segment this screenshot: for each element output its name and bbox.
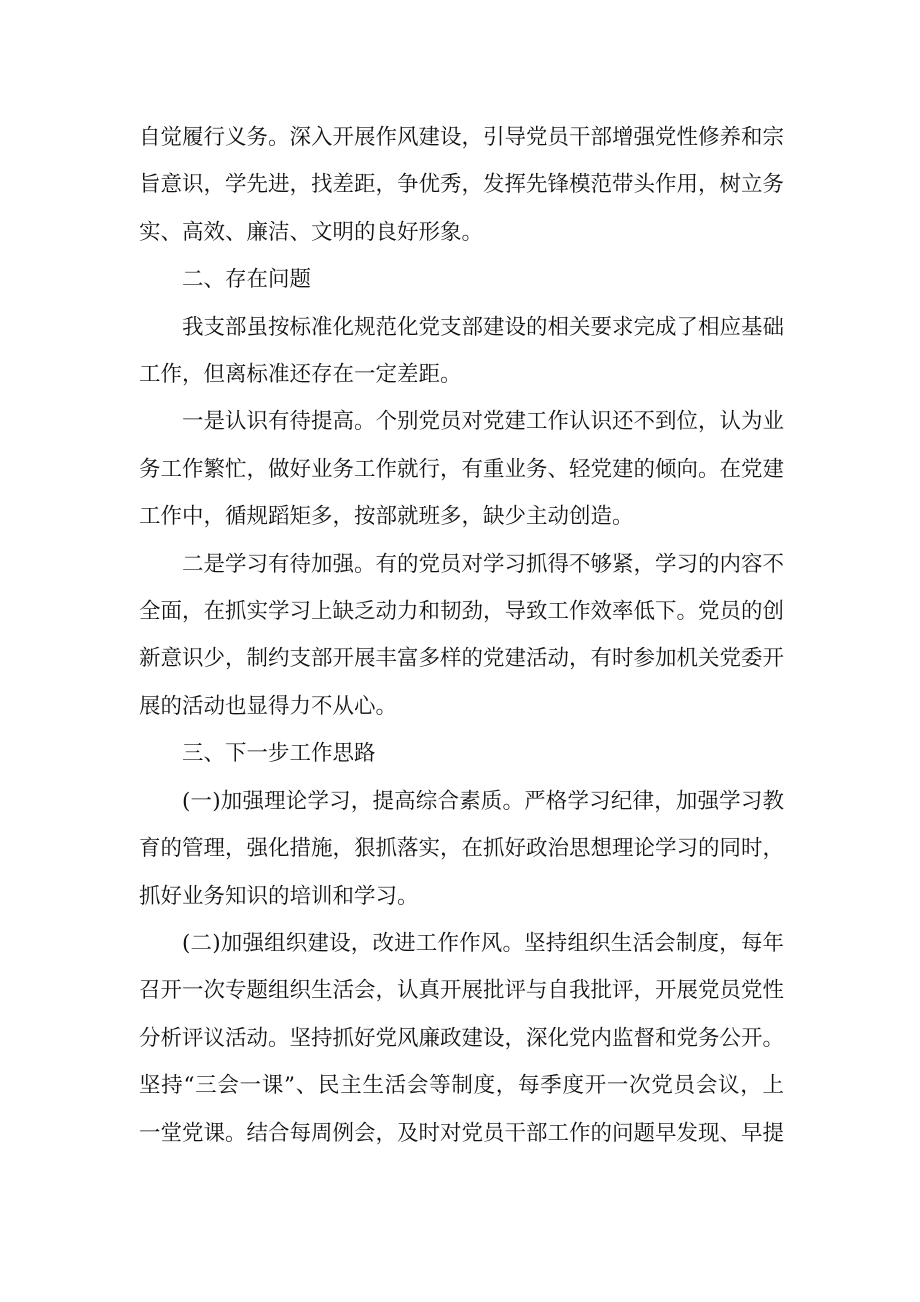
paragraph-5: 二是学习有待加强。有的党员对学习抓得不够紧，学习的内容不全面，在抓实学习上缺乏动力和韧劲，导致工作效率低下。党员的创新意识少，制约支部开展丰富多样的党建活动，有时参加机关党委开展的活动也显得力不从心。 bbox=[139, 551, 785, 719]
section-heading-problems: 二、存在问题 bbox=[182, 267, 312, 293]
paragraph-4: 一是认识有待提高。个别党员对党建工作认识还不到位，认为业务工作繁忙，做好业务工作就行，有重业务、轻党建的倾向。在党建工作中，循规蹈矩多，按部就班多，缺少主动创造。 bbox=[139, 409, 785, 530]
paragraph-8: (二)加强组织建设，改进工作作风。坚持组织生活会制度，每年召开一次专题组织生活会，认真开展批评与自我批评，开展党员党性分析评议活动。坚持抓好党风廉政建设，深化党内监督和党务公开。坚持“三会一课”、民主生活会等制度，每季度开一次党员会议，上一堂党课。结合每周例会，及时对党员干部工作的问题早发现、早提 bbox=[139, 930, 785, 1146]
paragraph-1: 自觉履行义务。深入开展作风建设，引导党员干部增强党性修养和宗旨意识，学先进，找差距，争优秀，发挥先锋模范带头作用，树立务实、高效、廉洁、文明的良好形象。 bbox=[139, 125, 785, 245]
paragraph-3: 我支部虽按标准化规范化党支部建设的相关要求完成了相应基础工作，但离标准还存在一定差距。 bbox=[139, 314, 785, 388]
paragraph-7: (一)加强理论学习，提高综合素质。严格学习纪律，加强学习教育的管理，强化措施，狠抓落实，在抓好政治思想理论学习的同时，抓好业务知识的培训和学习。 bbox=[139, 788, 785, 909]
section-heading-next-steps: 三、下一步工作思路 bbox=[182, 741, 376, 767]
document-body bbox=[139, 114, 784, 1157]
